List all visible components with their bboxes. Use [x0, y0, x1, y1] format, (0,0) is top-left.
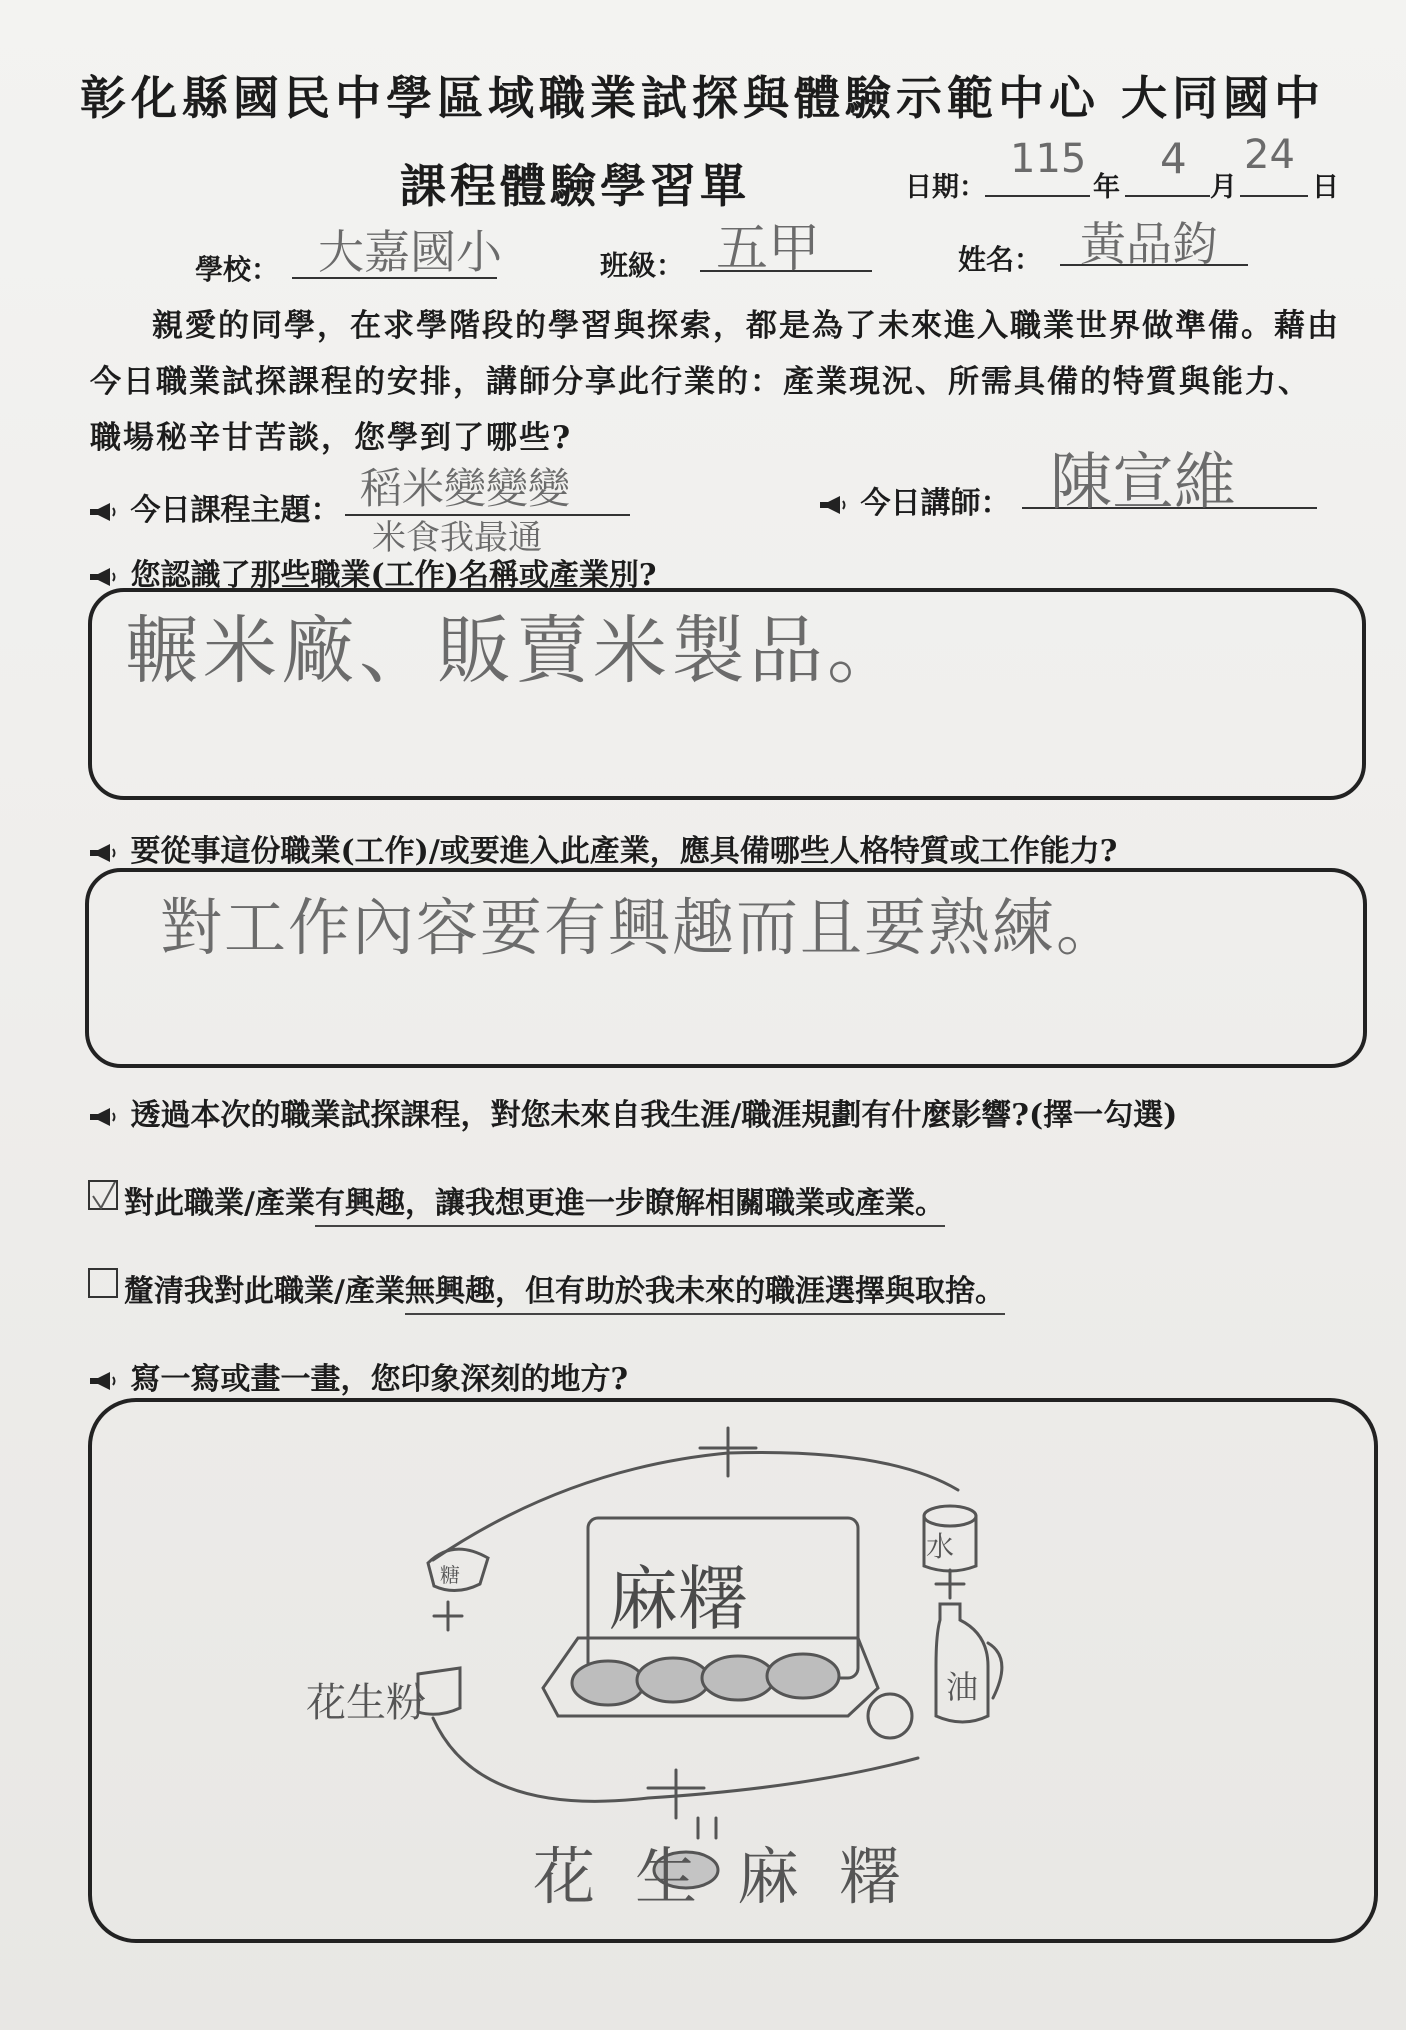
megaphone-icon — [88, 1107, 118, 1127]
checkmark-icon — [90, 1182, 120, 1212]
date-year: 115 — [1010, 136, 1087, 182]
megaphone-icon — [88, 502, 118, 522]
peanut-powder-label: 花生粉 — [306, 1680, 426, 1726]
lecturer-value: 陳宣維 — [1050, 445, 1237, 518]
topic-line1: 稻米變變變 — [360, 464, 571, 513]
q1-answer: 輾米廠、販賣米製品。 — [125, 608, 905, 694]
year-line — [985, 193, 1090, 197]
megaphone-icon — [88, 567, 118, 587]
date-day: 24 — [1244, 132, 1295, 178]
lecturer-row — [818, 478, 1010, 522]
day-unit: 日 — [1312, 172, 1339, 203]
name-value: 黃品鈞 — [1080, 217, 1218, 271]
megaphone-icon — [818, 495, 848, 515]
q3-question: 透過本次的職業試探課程，對您未來自我生涯/職涯規劃有什麼影響?(擇一勾選) — [130, 1098, 1178, 1133]
topic-row — [88, 485, 340, 529]
sugar-label: 糖 — [440, 1563, 460, 1587]
q2-answer: 對工作內容要有興趣而且要熟練。 — [160, 891, 1121, 964]
option2-underlined: 無興趣，但有助於我未來的職涯選擇與取捨。 — [405, 1274, 1005, 1315]
name-label: 姓名： — [958, 243, 1043, 276]
intro-text: 親愛的同學，在求學階段的學習與探索，都是為了未來進入職業世界做準備。藉由今日職業試探課程的安排，講師分享此行業的：產業現況、所需具備的特質與能力、職場秘辛甘苦談，您學到了哪些? — [90, 308, 1340, 456]
q2-row — [88, 826, 1117, 870]
water-label: 水 — [926, 1530, 955, 1563]
connector-arc — [433, 1452, 958, 1560]
q4-question: 寫一寫或畫一畫，您印象深刻的地方? — [130, 1362, 629, 1397]
result-label: 花生麻糬 — [533, 1840, 942, 1913]
q4-row — [88, 1354, 628, 1398]
topic-line2: 米食我最通 — [372, 518, 542, 558]
month-line — [1125, 193, 1210, 197]
megaphone-icon — [88, 1371, 118, 1391]
option2-checkbox[interactable] — [88, 1268, 118, 1298]
date-month: 4 — [1160, 134, 1187, 183]
megaphone-icon — [88, 843, 118, 863]
option2-text — [124, 1266, 1005, 1310]
option2-prefix: 釐清我對此職業/產業 — [124, 1274, 405, 1309]
q1-question: 您認識了那些職業(工作)名稱或產業別? — [130, 558, 657, 593]
worksheet-title: 課程體驗學習單 — [400, 159, 750, 213]
option1-checkbox[interactable] — [88, 1180, 118, 1210]
box-label: 麻糬 — [608, 1558, 748, 1640]
school-label: 學校： — [195, 253, 280, 286]
q3-row — [88, 1090, 1177, 1134]
school-value: 大嘉國小 — [318, 225, 502, 279]
option1-text — [124, 1178, 945, 1222]
class-value: 五甲 — [716, 219, 821, 279]
date-label: 日期： — [905, 172, 986, 203]
lecturer-label: 今日講師： — [860, 486, 1011, 521]
sketch-drawing — [88, 1398, 1378, 1943]
option1-prefix: 對此職業/產業 — [124, 1186, 315, 1221]
option1-underlined: 有興趣，讓我想更進一步瞭解相關職業或產業。 — [315, 1186, 945, 1227]
day-line — [1240, 193, 1308, 197]
year-unit: 年 — [1093, 172, 1120, 203]
plate-icon — [868, 1694, 912, 1738]
month-unit: 月 — [1210, 172, 1237, 203]
topic-label: 今日課程主題： — [130, 493, 341, 528]
page-title: 彰化縣國民中學區域職業試探與體驗示範中心 大同國中 — [80, 71, 1326, 125]
class-label: 班級： — [600, 249, 685, 282]
q2-question: 要從事這份職業(工作)/或要進入此產業，應具備哪些人格特質或工作能力? — [130, 834, 1118, 869]
oil-label: 油 — [946, 1668, 979, 1706]
